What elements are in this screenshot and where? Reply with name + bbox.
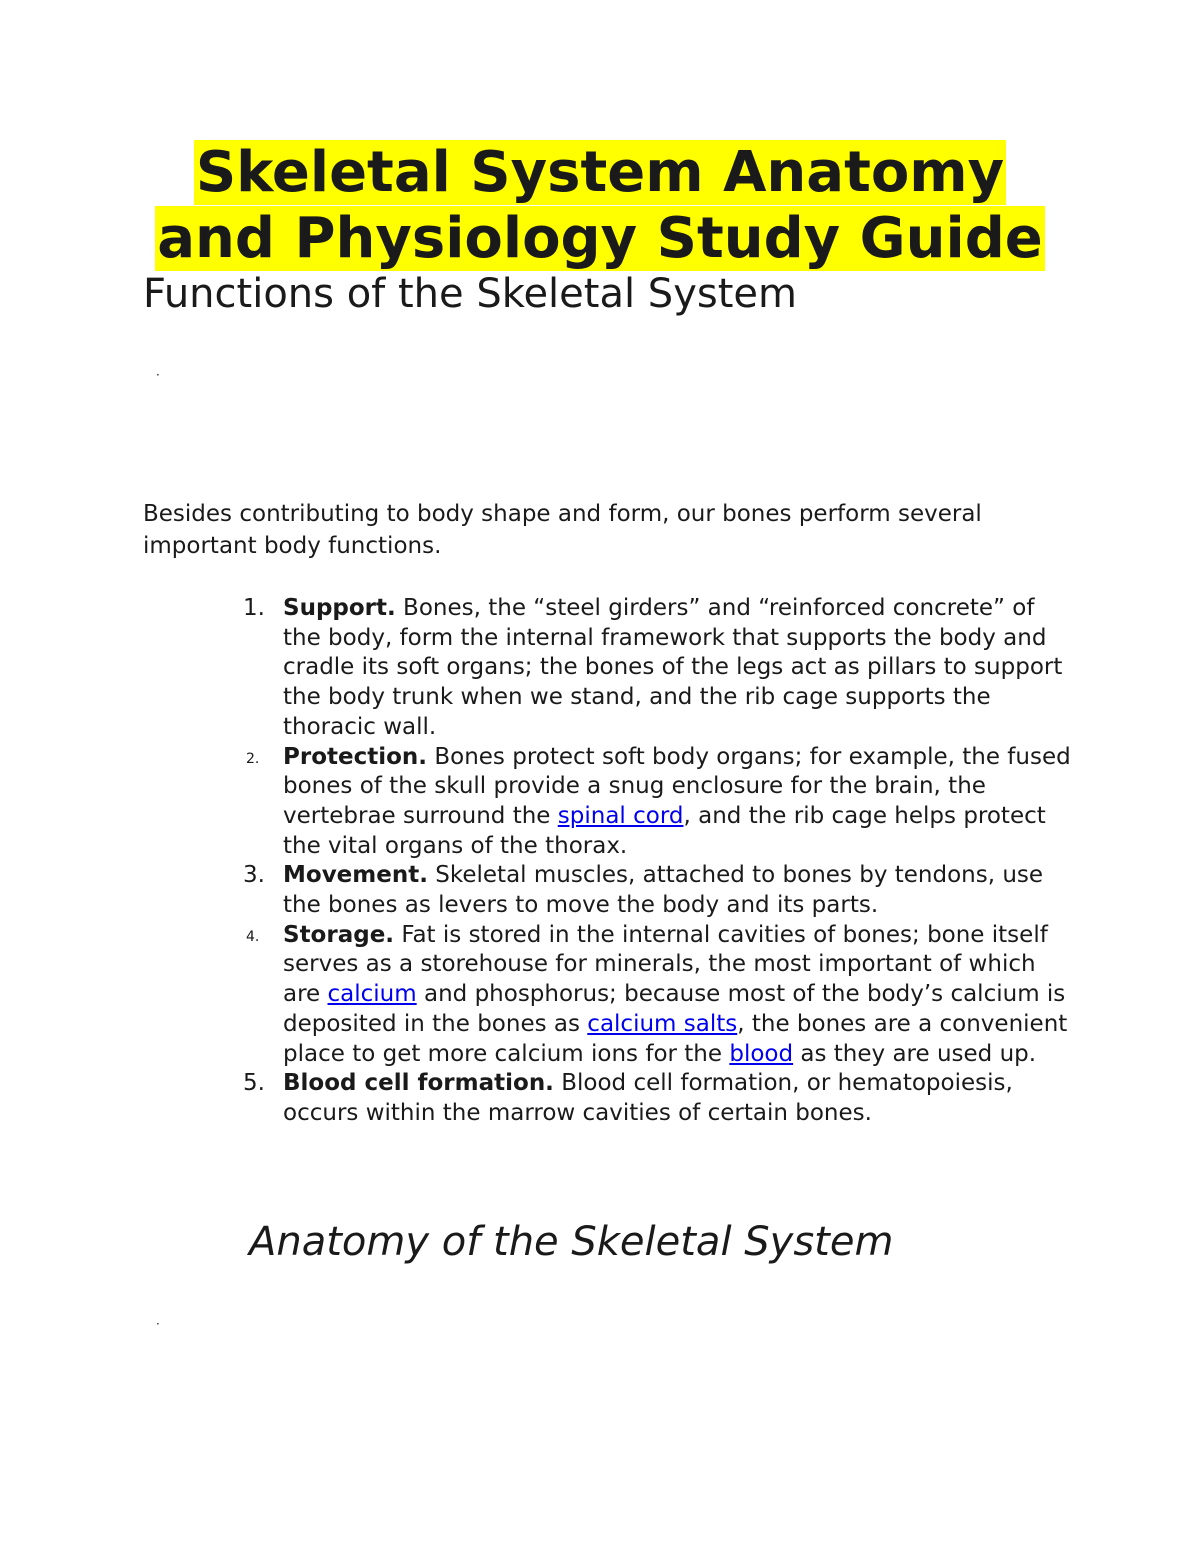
protection-text-before: Bones protect soft body organs; for example, the fused bones of the skull provide a snug enclosure for the brain, the vertebrae surround the — [283, 743, 1071, 829]
term-movement: Movement. — [283, 862, 428, 889]
link-spinal-cord[interactable]: spinal cord — [557, 802, 684, 829]
bullet-dot: · — [156, 1317, 160, 1331]
heading-functions: Functions of the Skeletal System — [143, 271, 797, 317]
list-item-storage — [243, 921, 1073, 1070]
bullet-dot: · — [156, 368, 160, 382]
link-calcium-salts[interactable]: calcium salts — [587, 1010, 738, 1037]
movement-text: Skeletal muscles, attached to bones by tendons, use the bones as levers to move the body and its parts. — [283, 862, 1044, 919]
term-storage: Storage. — [283, 921, 395, 948]
storage-text-2: and phosphorus; because most of the body’s calcium is deposited in the bones as — [283, 981, 1066, 1037]
list-item-blood-cell-formation — [243, 1069, 1073, 1128]
list-number: 3. — [243, 862, 265, 889]
storage-text-4: as they are used up. — [793, 1040, 1037, 1067]
list-item-support — [243, 594, 1073, 743]
support-text: Bones, the “steel girders” and “reinforced concrete” of the body, form the internal framework that supports the body and cradle its soft organs; the bones of the legs act as pillars to support the body trunk when we stand, and the rib cage supports the thoracic wall. — [283, 595, 1063, 740]
list-item-protection — [243, 743, 1073, 862]
list-number: 1. — [243, 595, 265, 621]
functions-list — [243, 594, 1073, 1129]
link-blood[interactable]: blood — [729, 1040, 794, 1067]
storage-text-3: , the bones are a convenient place to get more calcium ions for the — [283, 1010, 1068, 1067]
term-protection: Protection. — [283, 743, 428, 770]
link-calcium[interactable]: calcium — [327, 981, 417, 1008]
title-line-1: Skeletal System Anatomy — [195, 140, 1005, 205]
heading-anatomy: Anatomy of the Skeletal System — [249, 1219, 894, 1265]
blood-cell-formation-text: Blood cell formation, or hematopoiesis, occurs within the marrow cavities of certain bones. — [283, 1070, 1013, 1126]
list-item-movement — [243, 861, 1073, 920]
intro-paragraph: Besides contributing to body shape and form, our bones perform several important body functions. — [143, 501, 982, 559]
document-title — [0, 140, 1200, 272]
title-line-2: and Physiology Study Guide — [157, 206, 1043, 271]
list-number: 5. — [243, 1070, 265, 1097]
storage-text-1: Fat is stored in the internal cavities of bones; bone itself serves as a storehouse for minerals, the most important of which are — [283, 921, 1048, 1008]
term-support: Support. — [283, 595, 396, 621]
term-blood-cell-formation: Blood cell formation. — [283, 1070, 554, 1097]
list-number: 4. — [246, 928, 260, 945]
protection-text-after: , and the rib cage helps protect the vital organs of the thorax. — [283, 802, 1046, 859]
list-number: 2. — [246, 750, 260, 767]
